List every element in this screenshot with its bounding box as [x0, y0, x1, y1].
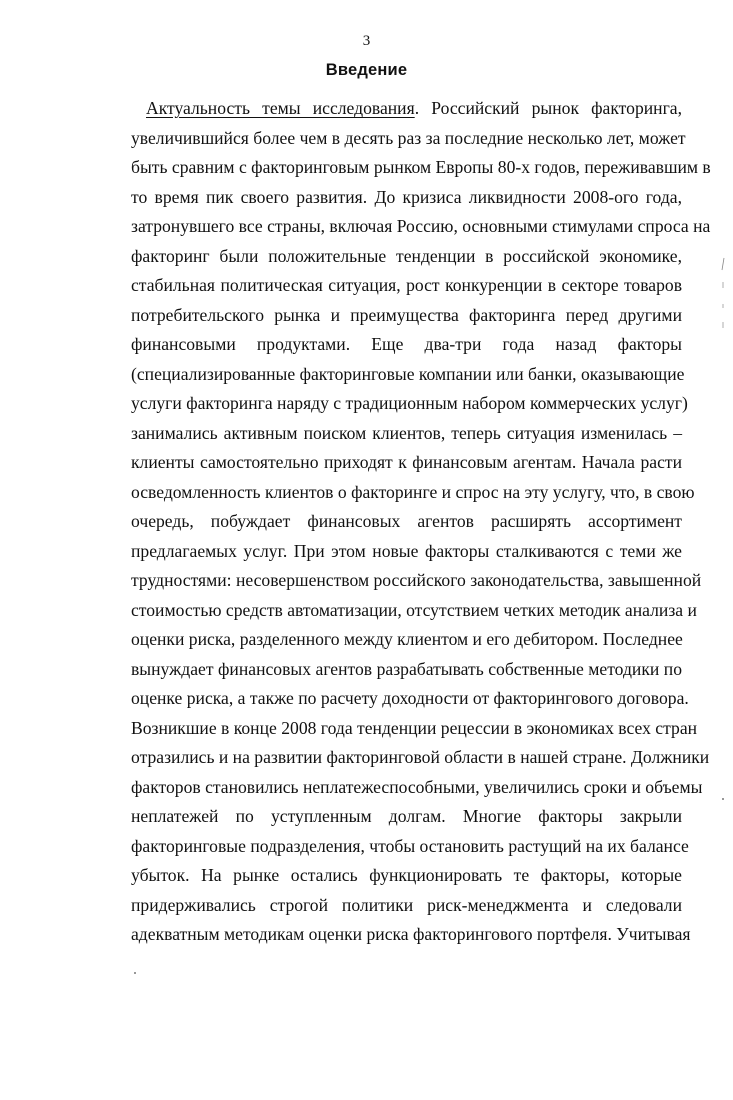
- paragraph-line: затронувшего все страны, включая Россию, основными стимулами спроса на: [131, 216, 711, 236]
- paragraph-line: финансовыми продуктами. Еще два-три года назад факторы: [131, 334, 682, 354]
- paragraph-line: предлагаемых услуг. При этом новые факторы сталкиваются с теми же: [131, 540, 682, 561]
- scan-artifact-dot: [722, 798, 724, 800]
- paragraph-line: трудностями: несовершенством российского законодательства, завышенной: [131, 570, 702, 590]
- paragraph-line: быть сравним с факторинговым рынком Европы 80-х годов, переживавшим в: [131, 157, 711, 177]
- paragraph-line: (специализированные факторинговые компании или банки, оказывающие: [131, 363, 685, 384]
- paragraph-line: Актуальность темы исследования. Российский рынок факторинга,: [146, 98, 682, 118]
- scan-artifact-marks: [720, 256, 726, 336]
- paragraph-line: стабильная политическая ситуация, рост конкуренции в секторе товаров: [131, 275, 682, 295]
- paragraph-line: отразились и на развитии факторинговой области в нашей стране. Должники: [131, 747, 710, 767]
- paragraph-line: Возникшие в конце 2008 года тенденции рецессии в экономиках всех стран: [131, 717, 698, 738]
- paragraph-line: неплатежей по уступленным долгам. Многие факторы закрыли: [131, 806, 682, 826]
- paragraph-line: осведомленность клиентов о факторинге и спрос на эту услугу, что, в свою: [131, 481, 695, 502]
- paragraph-line: потребительского рынка и преимущества факторинга перед другими: [131, 304, 682, 325]
- paragraph-line: клиенты самостоятельно приходят к финансовым агентам. Начала расти: [131, 452, 682, 472]
- paragraph-line: оценке риска, а также по расчету доходности от факторингового договора.: [131, 688, 689, 708]
- underlined-topic: Актуальность темы исследования: [146, 98, 415, 118]
- paragraph-line: адекватным методикам оценки риска факторингового портфеля. Учитывая: [131, 924, 691, 944]
- paragraph-line: факторов становились неплатежеспособными, увеличились сроки и объемы: [131, 776, 703, 797]
- paragraph-line: то время пик своего развития. До кризиса ликвидности 2008-ого года,: [131, 186, 682, 207]
- paragraph-line: вынуждает финансовых агентов разрабатывать собственные методики по: [131, 658, 682, 679]
- paragraph-line: услуги факторинга наряду с традиционным набором коммерческих услуг): [131, 393, 688, 413]
- paragraph-line: очередь, побуждает финансовых агентов расширять ассортимент: [131, 511, 682, 531]
- paragraph-line: придерживались строгой политики риск-менеджмента и следовали: [131, 894, 682, 915]
- paragraph-line: увеличившийся более чем в десять раз за последние несколько лет, может: [131, 127, 686, 148]
- paragraph-line: стоимостью средств автоматизации, отсутствием четких методик анализа и: [131, 599, 697, 620]
- page-number: 3: [362, 33, 371, 49]
- scan-artifact-dot: [134, 972, 136, 974]
- section-heading: Введение: [325, 61, 408, 79]
- paragraph-line: факторинговые подразделения, чтобы остановить растущий на их балансе: [131, 835, 689, 856]
- paragraph-line: занимались активным поиском клиентов, теперь ситуация изменилась –: [131, 422, 682, 443]
- body-paragraph: [131, 94, 711, 950]
- paragraph-line: оценки риска, разделенного между клиентом и его дебитором. Последнее: [131, 629, 683, 649]
- paragraph-line: убыток. На рынке остались функционировать те факторы, которые: [131, 865, 682, 885]
- paragraph-line: факторинг были положительные тенденции в российской экономике,: [131, 245, 682, 266]
